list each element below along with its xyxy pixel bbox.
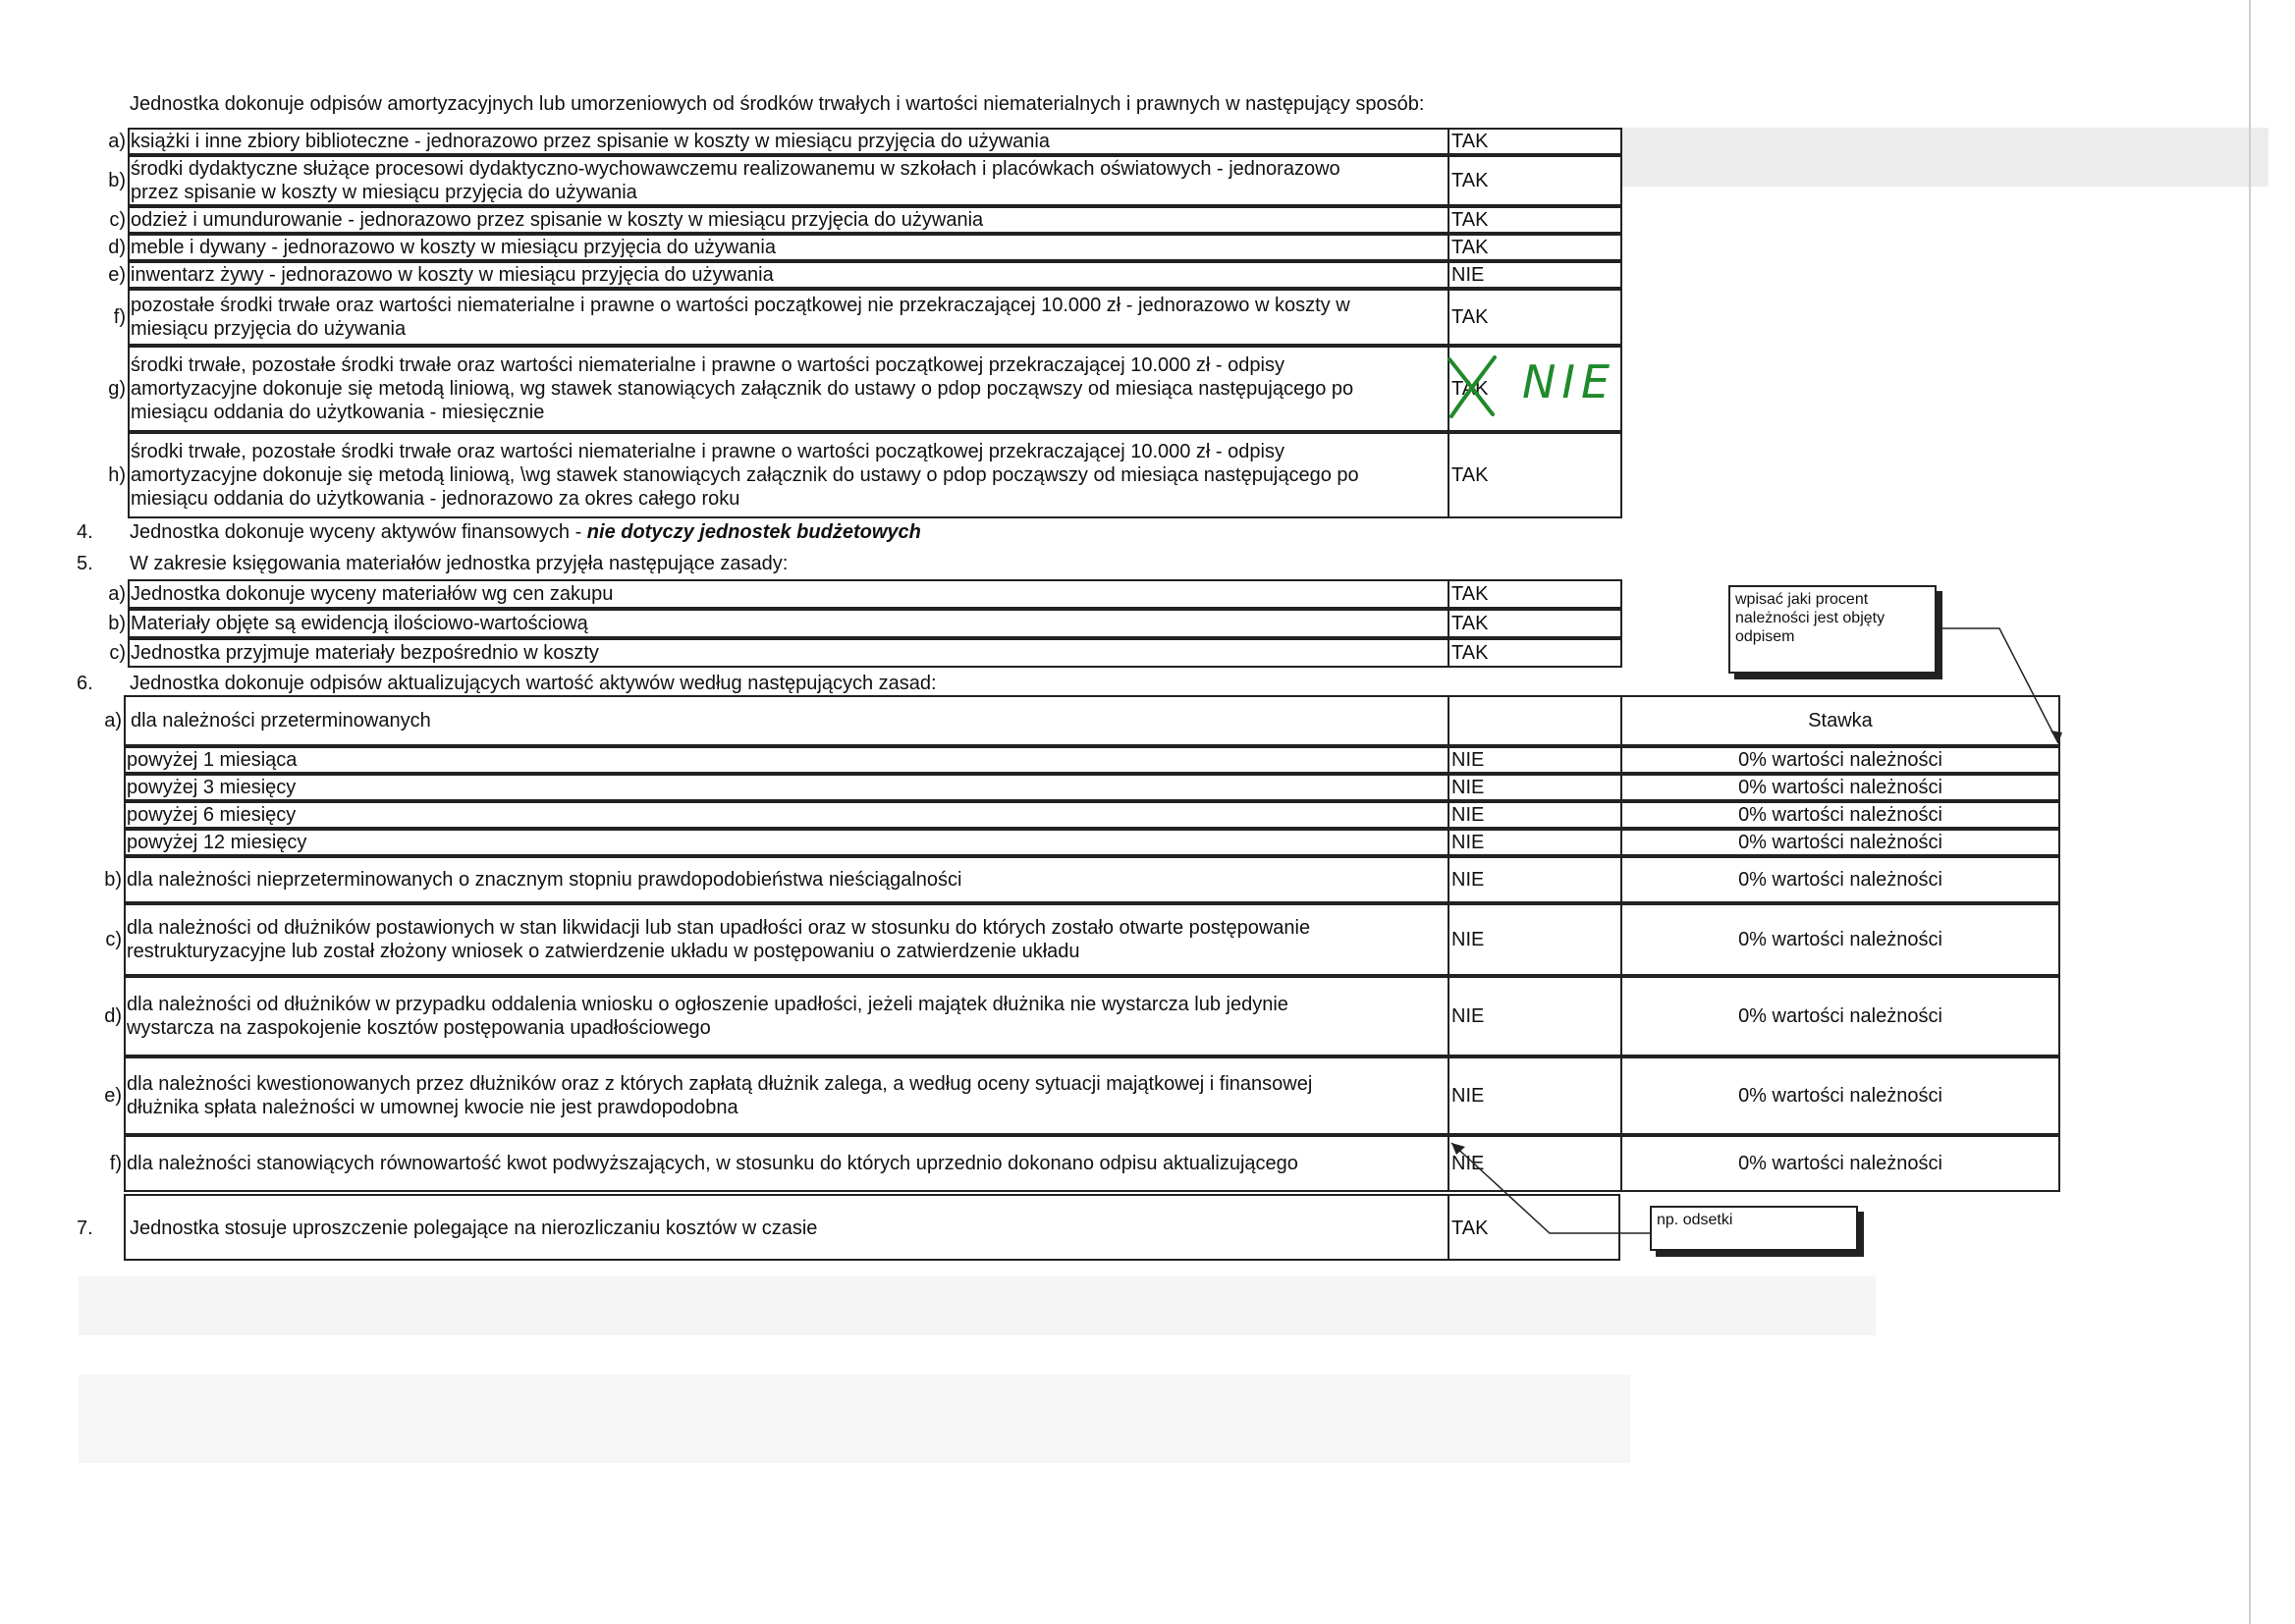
item-5-text: W zakresie księgowania materiałów jednostka przyjęła następujące zasady: [130,553,789,574]
writeoff-row-text: dłużnika spłata należności w umownej kwocie nie jest prawdopodobna [127,1097,738,1118]
materials-row-value: TAK [1451,613,1489,634]
amort-row-text: książki i inne zbiory biblioteczne - jednorazowo przez spisanie w koszty w miesiącu przyjęcia do używania [131,131,1050,152]
item-6-text: Jednostka dokonuje odpisów aktualizujących wartość aktywów według następujących zasad: [130,673,937,694]
item-4-emphasis: nie dotyczy jednostek budżetowych [586,521,921,543]
amort-row-text: miesiącu oddania do użytkowania - miesięcznie [131,402,545,423]
materials-row-label: a) [108,583,126,605]
writeoff-row-rate: 0% wartości należności [1738,929,1942,950]
amort-row-text: amortyzacyjne dokonuje się metodą liniową, wg stawek stanowiących załącznik do ustawy o pdop począwszy od miesiąca następującego po [131,378,1354,400]
writeoff-row-rate: 0% wartości należności [1738,869,1942,891]
writeoff-overdue-text: powyżej 12 miesięcy [127,832,307,853]
amort-row-text: inwentarz żywy - jednorazowo w koszty w miesiącu przyjęcia do używania [131,264,774,286]
amort-row-text: miesiącu przyjęcia do używania [131,318,407,340]
amort-row-value: TAK [1451,464,1489,486]
materials-row-text: Materiały objęte są ewidencją ilościowo-wartościową [131,613,588,634]
writeoff-overdue-rate: 0% wartości należności [1738,832,1942,853]
writeoff-row-text: restrukturyzacyjne lub został złożony wniosek o zatwierdzenie układu w postępowaniu o zatwierdzenie układu [127,941,1080,962]
writeoff-row-rate: 0% wartości należności [1738,1005,1942,1027]
amort-row-label: b) [108,170,126,191]
callout-interest-text: np. odsetki [1657,1212,1733,1228]
amort-row-text: środki dydaktyczne służące procesowi dydaktyczno-wychowawczemu realizowanemu w szkołach i placówkach oświatowych - jednorazowo [131,158,1340,180]
writeoff-row-value: NIE [1451,929,1485,950]
writeoff-overdue-rate: 0% wartości należności [1738,749,1942,771]
amort-row-text: pozostałe środki trwałe oraz wartości niematerialne i prawne o wartości początkowej nie przekraczającej 10.000 zł - jednorazowo w koszty w [131,295,1350,316]
writeoff-row-text: wystarcza na zaspokojenie kosztów postępowania upadłościowego [127,1017,711,1039]
amort-row-text: przez spisanie w koszty w miesiącu przyjęcia do używania [131,182,637,203]
amort-row-label: f) [113,306,126,328]
writeoff-row-text: dla należności stanowiących równowartość kwot podwyższających, w stosunku do których uprzednio dokonano odpisu aktualizującego [127,1153,1298,1174]
writeoff-row-value: NIE [1451,1153,1485,1174]
writeoff-row-text: dla należności kwestionowanych przez dłużników oraz z których zapłatą dłużnik zalega, a według oceny sytuacji majątkowej i finansowej [127,1073,1313,1095]
writeoff-header-label: a) [104,710,122,731]
writeoff-overdue-text: powyżej 6 miesięcy [127,804,297,826]
callout-percent-line-3: odpisem [1735,628,1795,645]
amort-row-text: miesiącu oddania do użytkowania - jednorazowo za okres całego roku [131,488,740,510]
amort-row-value: TAK [1451,170,1489,191]
writeoff-row-rate: 0% wartości należności [1738,1085,1942,1107]
callout-percent-line-1: wpisać jaki procent [1735,591,1869,608]
item-7-number: 7. [77,1218,93,1239]
amort-row-value: TAK [1451,209,1489,231]
writeoff-row-value: NIE [1451,1085,1485,1107]
writeoff-row-text: dla należności od dłużników w przypadku oddalenia wniosku o ogłoszenie upadłości, jeżeli majątek dłużnika nie wystarcza lub jedynie [127,994,1288,1015]
writeoff-overdue-rate: 0% wartości należności [1738,804,1942,826]
writeoff-row-label: b) [104,869,122,891]
item-6-number: 6. [77,673,93,694]
writeoff-overdue-text: powyżej 1 miesiąca [127,749,298,771]
amort-row-label: d) [108,237,126,258]
amort-row-label: h) [108,464,126,486]
handwritten-nie: NIE [1522,355,1616,408]
amort-row-value: TAK [1451,237,1489,258]
writeoff-row-value: NIE [1451,869,1485,891]
writeoff-overdue-value: NIE [1451,832,1485,853]
amort-row-value: TAK [1451,131,1489,152]
writeoff-row-value: NIE [1451,1005,1485,1027]
amort-row-value: TAK [1451,306,1489,328]
amort-row-text: środki trwałe, pozostałe środki trwałe oraz wartości niematerialne i prawne o wartości początkowej przekraczającej 10.000 zł - odpisy [131,441,1284,462]
item-5-number: 5. [77,553,93,574]
writeoff-row-text: dla należności od dłużników postawionych w stan likwidacji lub stan upadłości oraz w stosunku do których zostało otwarte postępowanie [127,917,1311,939]
materials-row-text: Jednostka przyjmuje materiały bezpośrednio w koszty [131,642,599,664]
writeoff-rate-header: Stawka [1808,710,1873,731]
item-7-text: Jednostka stosuje uproszczenie polegające na nierozliczaniu kosztów w czasie [130,1218,818,1239]
writeoff-row-label: c) [105,929,122,950]
amort-row-text: amortyzacyjne dokonuje się metodą liniową, \wg stawek stanowiących załącznik do ustawy o pdop począwszy od miesiąca następującego po [131,464,1359,486]
amort-row-label: a) [108,131,126,152]
materials-row-value: TAK [1451,583,1489,605]
writeoff-row-label: d) [104,1005,122,1027]
writeoff-row-rate: 0% wartości należności [1738,1153,1942,1174]
writeoff-overdue-rate: 0% wartości należności [1738,777,1942,798]
item-4-number: 4. [77,521,93,543]
writeoff-overdue-text: powyżej 3 miesięcy [127,777,297,798]
amort-row-value: TAK [1451,378,1489,400]
writeoff-row-text: dla należności nieprzeterminowanych o znacznym stopniu prawdopodobieństwa nieściągalności [127,869,962,891]
section-intro: Jednostka dokonuje odpisów amortyzacyjnych lub umorzeniowych od środków trwałych i wartości niematerialnych i prawnych w następujący sposób: [130,93,1425,115]
writeoff-row-label: e) [104,1085,122,1107]
materials-row-label: b) [108,613,126,634]
amort-row-label: g) [108,378,126,400]
item-7-value: TAK [1451,1218,1489,1239]
writeoff-overdue-value: NIE [1451,749,1485,771]
materials-row-text: Jednostka dokonuje wyceny materiałów wg cen zakupu [131,583,614,605]
callout-percent-line-2: należności jest objęty [1735,610,1885,626]
materials-row-value: TAK [1451,642,1489,664]
amort-row-label: c) [109,209,126,231]
writeoff-overdue-value: NIE [1451,777,1485,798]
amort-row-text: środki trwałe, pozostałe środki trwałe oraz wartości niematerialne i prawne o wartości początkowej przekraczającej 10.000 zł - odpisy [131,354,1284,376]
amort-row-text: odzież i umundurowanie - jednorazowo przez spisanie w koszty w miesiącu przyjęcia do używania [131,209,984,231]
amort-row-text: meble i dywany - jednorazowo w koszty w miesiącu przyjęcia do używania [131,237,776,258]
materials-row-label: c) [109,642,126,664]
item-4-main: Jednostka dokonuje wyceny aktywów finansowych - [130,521,587,543]
writeoff-header-text: dla należności przeterminowanych [131,710,431,731]
writeoff-overdue-value: NIE [1451,804,1485,826]
amort-row-value: NIE [1451,264,1485,286]
amort-row-label: e) [108,264,126,286]
writeoff-row-label: f) [109,1153,122,1174]
